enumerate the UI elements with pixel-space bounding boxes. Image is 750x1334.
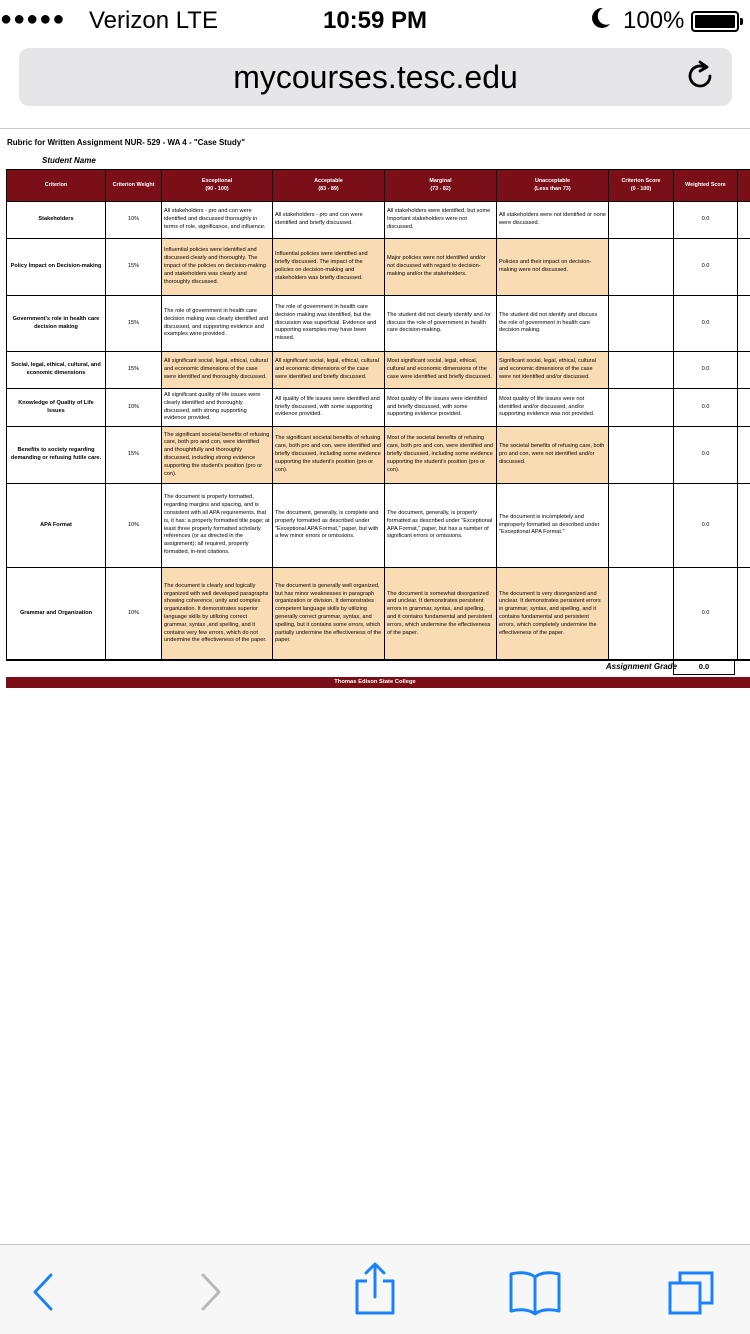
- do-not-disturb-moon-icon: [590, 6, 612, 36]
- assignment-grade-value: 0.0: [673, 659, 735, 675]
- marginal-cell: The document is somewhat disorganized and unclear. It demonstrates persistent errors in grammar, syntax, and spelling, and it contains fundamental and persistent errors, which undermine the effectiveness of the paper.: [385, 568, 497, 661]
- exceptional-cell: The role of government in health care decision making was clearly identified and discussed, and supporting evidence and examples were provided .: [162, 296, 273, 352]
- exceptional-cell: All stakeholders - pro and con were identified and discussed thoroughly in terms of role, significance, and influence.: [162, 202, 273, 239]
- marginal-cell: Most significant social, legal, ethical, cultural and economic dimensions of the case were identified and briefly discussed.: [385, 352, 497, 389]
- table-row: [7, 352, 750, 389]
- header-marginal: [385, 170, 497, 202]
- table-row: [7, 202, 750, 239]
- criterion-cell: Government's role in health care decision making: [7, 296, 106, 352]
- college-name: Thomas Edison State College: [334, 679, 416, 685]
- marginal-cell: Most of the societal benefits of refusing care, both pro and con, were identified and briefly discussed, including some evidence supporting the student's position (pro or con).: [385, 427, 497, 484]
- forward-chevron-icon[interactable]: [181, 1267, 241, 1317]
- extra-cell: [738, 239, 750, 296]
- url-text[interactable]: mycourses.tesc.edu: [233, 59, 518, 95]
- header-acceptable: [273, 170, 385, 202]
- grade-divider: [6, 659, 750, 660]
- battery-percentage: 100%: [623, 7, 685, 34]
- reload-icon[interactable]: [684, 60, 716, 92]
- tabs-icon[interactable]: [664, 1267, 724, 1317]
- weighted-score-cell: 0.0: [674, 389, 738, 427]
- table-row: [7, 484, 750, 568]
- unacceptable-cell: Policies and their impact on decision-making were not discussed.: [497, 239, 609, 296]
- weighted-score-cell: 0.0: [674, 568, 738, 661]
- rubric-title: Rubric for Written Assignment NUR- 529 - WA 4 - "Case Study": [7, 138, 245, 147]
- marginal-cell: Most quality of life issues were identified and briefly discussed, with some supporting evidence provided.: [385, 389, 497, 427]
- criterion-cell: Benefits to society regarding demanding or refusing futile care.: [7, 427, 106, 484]
- address-bar[interactable]: [19, 48, 732, 106]
- acceptable-cell: Influential policies were identified and briefly discussed. The impact of the policies on decision-making and stakeholders was briefly discussed.: [273, 239, 385, 296]
- unacceptable-cell: The student did not identify and discuss the role of government in health care decision making.: [497, 296, 609, 352]
- weight-cell: 10%: [106, 484, 162, 568]
- browser-bottom-toolbar: [0, 1244, 750, 1334]
- weighted-score-cell: 0.0: [674, 352, 738, 389]
- share-icon[interactable]: [345, 1261, 405, 1317]
- criterion-cell: Knowledge of Quality of Life Issues: [7, 389, 106, 427]
- clock: 10:59 PM: [322, 7, 428, 34]
- table-row: [7, 296, 750, 352]
- header-unacceptable-label: Unacceptable: [534, 178, 571, 185]
- weight-cell: 15%: [106, 352, 162, 389]
- header-weighted: Weighted Score: [674, 170, 738, 202]
- header-score: [609, 170, 674, 202]
- header-exceptional-range: (90 - 100): [205, 185, 229, 192]
- unacceptable-cell: The document is very disorganized and unclear. It demonstrates persistent errors in grammar, syntax, and spelling, and it contains fundamental and persistent errors, which completely undermine the effectiveness of the paper.: [497, 568, 609, 661]
- weight-cell: 15%: [106, 239, 162, 296]
- acceptable-cell: All quality of life issues were identified and briefly discussed, with some supporting evidence provided.: [273, 389, 385, 427]
- weighted-score-cell: 0.0: [674, 484, 738, 568]
- score-cell[interactable]: [609, 484, 674, 568]
- weight-cell: 10%: [106, 568, 162, 661]
- extra-cell: [738, 389, 750, 427]
- marginal-cell: Major policies were not identified and/or not discussed with regard to decision-making and/or the stakeholders.: [385, 239, 497, 296]
- header-extra: [738, 170, 750, 202]
- score-cell[interactable]: [609, 389, 674, 427]
- assignment-grade-row: [6, 659, 750, 675]
- criterion-cell: Policy Impact on Decision-making: [7, 239, 106, 296]
- header-marginal-label: Marginal: [429, 178, 452, 185]
- extra-cell: [738, 296, 750, 352]
- signal-strength-icon: ●●●●●: [0, 8, 66, 30]
- battery-icon: [691, 11, 739, 32]
- header-acceptable-range: (83 - 89): [318, 185, 339, 192]
- unacceptable-cell: Significant social, legal, ethical, cultural and economic dimensions of the case were not identified and/or discussed.: [497, 352, 609, 389]
- carrier-label: Verizon LTE: [89, 7, 218, 34]
- score-cell[interactable]: [609, 352, 674, 389]
- assignment-grade-label: Assignment Grade: [605, 662, 677, 671]
- header-marginal-range: (73 - 82): [430, 185, 451, 192]
- extra-cell: [738, 484, 750, 568]
- acceptable-cell: All stakeholders - pro and con were identified and briefly discussed.: [273, 202, 385, 239]
- bookmarks-icon[interactable]: [505, 1267, 565, 1317]
- table-row: [7, 568, 750, 661]
- weight-cell: 15%: [106, 296, 162, 352]
- table-header-row: [7, 170, 750, 202]
- marginal-cell: The document, generally, is properly formatted as described under "Exceptional APA Format," paper, but has a number of significant errors or omissions.: [385, 484, 497, 568]
- criterion-cell: Social, legal, ethical, cultural, and economic dimensions: [7, 352, 106, 389]
- unacceptable-cell: All stakeholders were not identified or none were discussed.: [497, 202, 609, 239]
- header-criterion: Criterion: [7, 170, 106, 202]
- college-footer-bar: [6, 677, 750, 688]
- weighted-score-cell: 0.0: [674, 296, 738, 352]
- header-score-range: (0 - 100): [630, 185, 652, 192]
- score-cell[interactable]: [609, 296, 674, 352]
- status-bar: [0, 0, 750, 40]
- criterion-cell: Stakeholders: [7, 202, 106, 239]
- weight-cell: 15%: [106, 427, 162, 484]
- extra-cell: [738, 427, 750, 484]
- header-score-label: Criterion Score: [621, 178, 661, 185]
- criterion-cell: Grammar and Organization: [7, 568, 106, 661]
- weight-cell: 10%: [106, 389, 162, 427]
- student-name-label: Student Name: [42, 156, 96, 165]
- exceptional-cell: The document is properly formatted, regarding margins and spacing, and is consistent with all APA requirements, that is, it has: a properly formatted title page; at least three properly formatted scholarly references (or as directed in the assignment); all required, properly formatted, in-text citations.: [162, 484, 273, 568]
- acceptable-cell: The role of government in health care decision making was identified, but the discussion was superficial. Evidence and supporting examples may have been missed.: [273, 296, 385, 352]
- rubric-table: [6, 169, 750, 661]
- table-row: [7, 389, 750, 427]
- unacceptable-cell: Most quality of life issues were not identified and/or discussed, and/or supporting evidence was not provided.: [497, 389, 609, 427]
- criterion-cell: APA Format: [7, 484, 106, 568]
- table-row: [7, 239, 750, 296]
- table-row: [7, 427, 750, 484]
- header-unacceptable: [497, 170, 609, 202]
- exceptional-cell: The significant societal benefits of refusing care, both pro and con, were identified and thoughtfully and thoroughly discussed, including strong evidence supporting the student's position (pro or con).: [162, 427, 273, 484]
- header-acceptable-label: Acceptable: [314, 178, 343, 185]
- extra-cell: [738, 352, 750, 389]
- acceptable-cell: All significant social, legal, ethical, cultural and economic dimensions of the case were identified and briefly discussed.: [273, 352, 385, 389]
- score-cell[interactable]: [609, 239, 674, 296]
- back-chevron-icon[interactable]: [13, 1267, 73, 1317]
- weighted-score-cell: 0.0: [674, 202, 738, 239]
- header-exceptional-label: Exceptional: [201, 178, 233, 185]
- weight-cell: 10%: [106, 202, 162, 239]
- header-unacceptable-range: (Less than 73): [534, 185, 571, 192]
- marginal-cell: All stakeholders were identified, but some Important stakeholders were not discussed.: [385, 202, 497, 239]
- acceptable-cell: The document is generally well organized, but has minor weaknesses in paragraph organization or division. It demonstrates competent language skills by utilizing generally correct grammar, syntax, and spelling, but it contains some errors, which partially undermine the effectiveness of the paper.: [273, 568, 385, 661]
- header-weight: Criterion Weight: [106, 170, 162, 202]
- extra-cell: [738, 568, 750, 661]
- score-cell[interactable]: [609, 427, 674, 484]
- rubric-document[interactable]: [0, 129, 750, 1244]
- acceptable-cell: The significant societal benefits of refusing care, both pro and con, were identified and briefly discussed, including some evidence supporting the student's position (pro or con).: [273, 427, 385, 484]
- weighted-score-cell: 0.0: [674, 427, 738, 484]
- extra-cell: [738, 202, 750, 239]
- exceptional-cell: All significant social, legal, ethical, cultural and economic dimensions of the case were identified and thoroughly discussed.: [162, 352, 273, 389]
- score-cell[interactable]: [609, 568, 674, 661]
- score-cell[interactable]: [609, 202, 674, 239]
- weighted-score-cell: 0.0: [674, 239, 738, 296]
- unacceptable-cell: The societal benefits of refusing care, both pro and con, were not identified and/or discussed.: [497, 427, 609, 484]
- exceptional-cell: The document is clearly and logically organized with well developed paragraphs showing coherence, unity and complex organization. It demonstrates superior language skills by utilizing correct grammar, syntax ,and spelling, and it contains very few errors, which do not undermine the effectiveness of the paper.: [162, 568, 273, 661]
- exceptional-cell: Influential policies were identified and discussed clearly and thoroughly. The impact of the policies on decision-making and stakeholders was clearly and thoroughly discussed.: [162, 239, 273, 296]
- header-exceptional: [162, 170, 273, 202]
- exceptional-cell: All significant quality of life issues were clearly identified and thoroughly discussed, with strong supporting evidence provided.: [162, 389, 273, 427]
- unacceptable-cell: The document is incompletely and improperly formatted as described under "Exceptional APA Format.": [497, 484, 609, 568]
- marginal-cell: The student did not clearly identify and /or discuss the role of government in health care decision-making.: [385, 296, 497, 352]
- acceptable-cell: The document, generally, is complete and properly formatted as described under "Exceptional APA Format," paper, but with a few minor errors or omissions.: [273, 484, 385, 568]
